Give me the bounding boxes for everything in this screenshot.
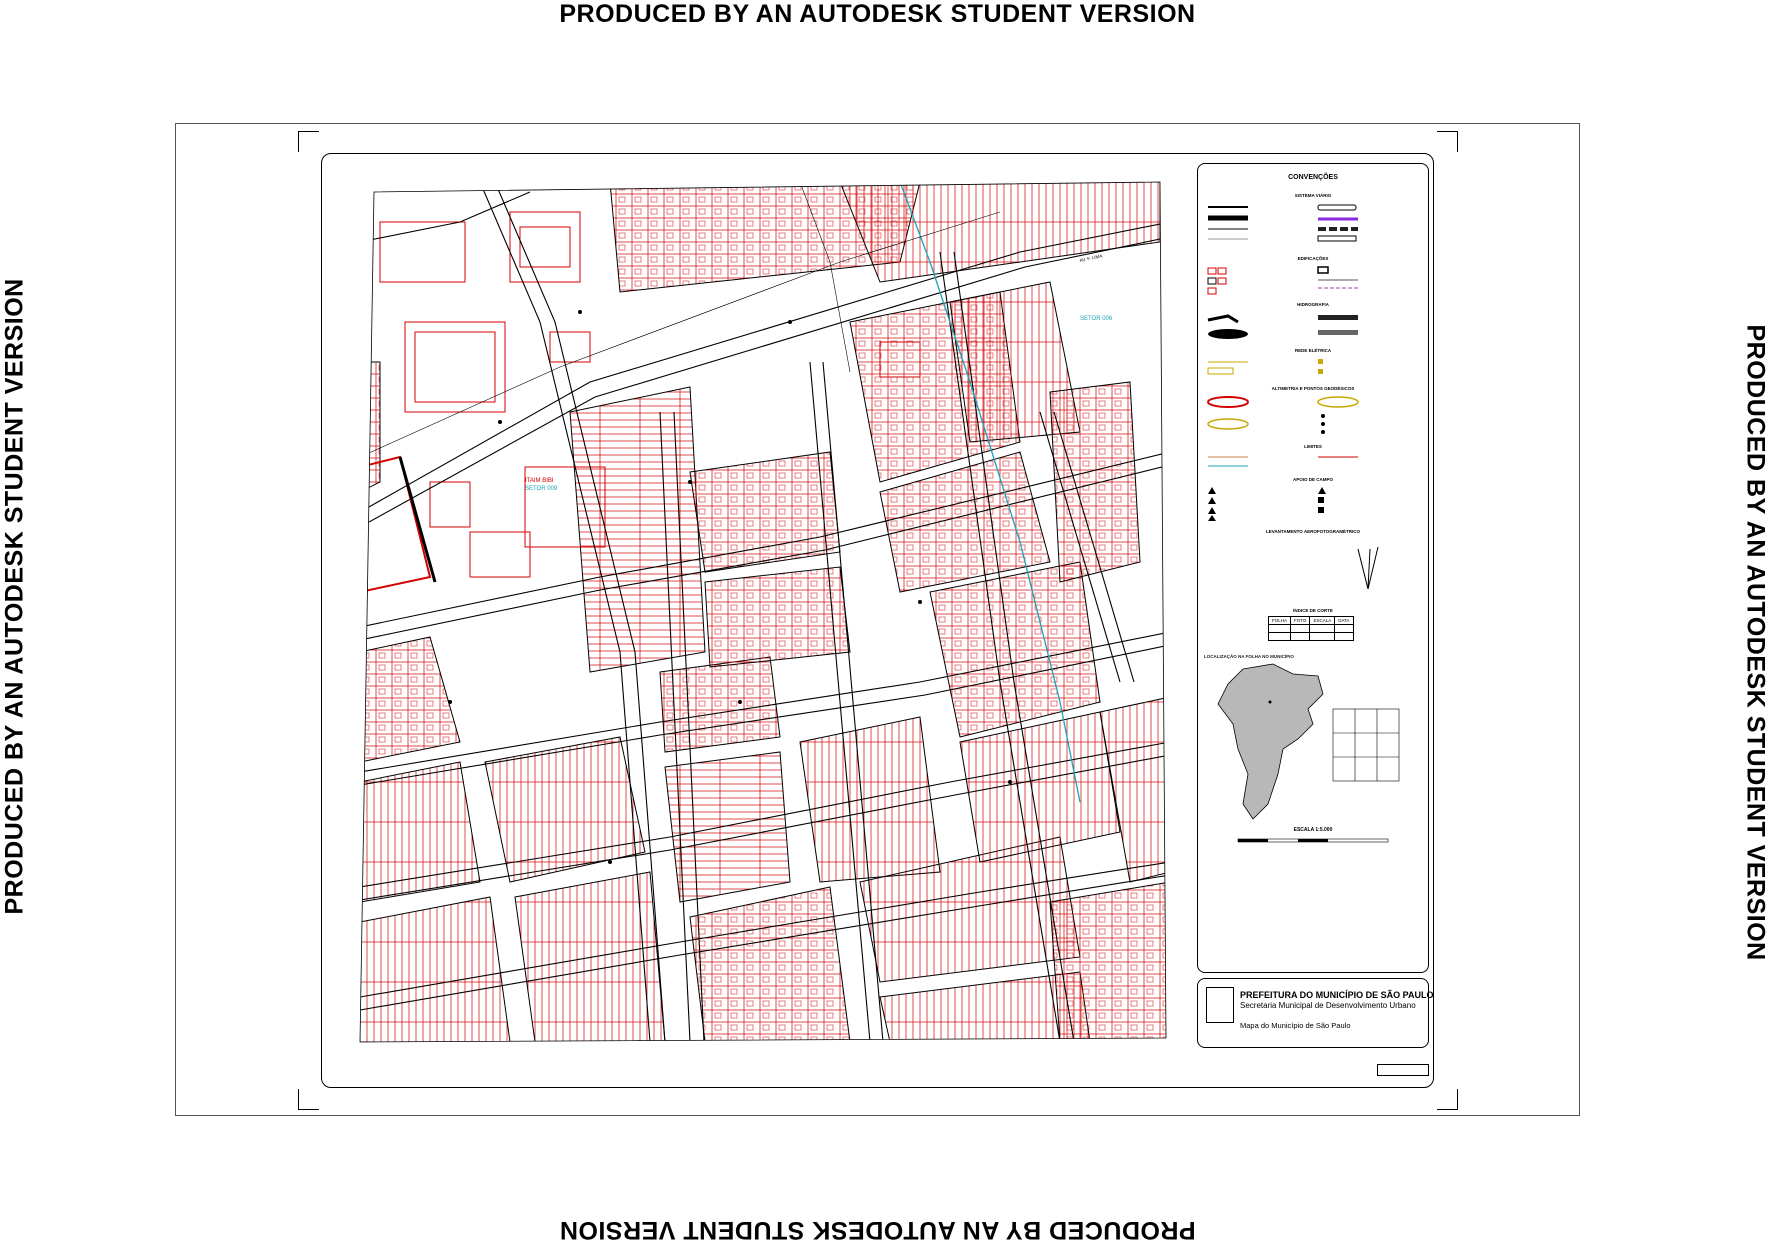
scale-title: ESCALA 1:5.000 <box>1293 827 1333 833</box>
district-label: ITAIM BIBI <box>525 478 554 484</box>
sector-label-006: SETOR 006 <box>1080 316 1113 322</box>
sector-label-009: SETOR 009 <box>525 486 558 492</box>
crop-mark <box>298 131 319 152</box>
crop-mark <box>1437 131 1458 152</box>
north-arrow <box>1348 544 1388 594</box>
legend-limit-symbols <box>1208 454 1423 470</box>
legend-hydro-symbols <box>1208 312 1423 342</box>
legend-section-roads: SISTEMA VIÁRIO <box>1294 193 1332 198</box>
crop-mark <box>1437 1089 1458 1110</box>
crop-mark <box>298 1089 319 1110</box>
location-title: LOCALIZAÇÃO NA FOLHA NO MUNICÍPIO <box>1204 654 1294 659</box>
title-block-logo <box>1206 987 1234 1023</box>
legend-section-field: APOIO DE CAMPO <box>1292 477 1333 482</box>
legend-altimetry-symbols <box>1208 396 1423 436</box>
watermark-bottom: PRODUCED BY AN AUTODESK STUDENT VERSION <box>559 1216 1196 1244</box>
legend-road-symbols <box>1208 204 1423 249</box>
cadastral-map[interactable] <box>360 182 1170 1044</box>
legend-section-survey: LEVANTAMENTO AEROFOTOGRAMÉTRICO <box>1266 529 1360 534</box>
watermark-top: PRODUCED BY AN AUTODESK STUDENT VERSION <box>559 0 1196 28</box>
legend-field-symbols <box>1208 487 1423 521</box>
title-block <box>1197 978 1434 1048</box>
watermark-left: PRODUCED BY AN AUTODESK STUDENT VERSION <box>0 278 29 915</box>
legend-title: CONVENÇÕES <box>1288 174 1338 181</box>
street-label: AV. F. LIMA <box>1079 253 1103 263</box>
cutting-index-table: FOLHA FOTO ESCALA DATA <box>1268 616 1354 641</box>
legend-section-electric: REDE ELÉTRICA <box>1294 348 1332 353</box>
cutting-index-title: ÍNDICE DE CORTE <box>1293 608 1333 613</box>
title-block-map-name: Mapa do Município de São Paulo <box>1240 1021 1351 1030</box>
legend-section-limits: LIMITES <box>1304 444 1322 449</box>
scale-bar <box>1238 836 1398 846</box>
legend-electric-symbols <box>1208 358 1423 378</box>
municipality-location-map <box>1213 664 1323 824</box>
legend-section-hydro: HIDROGRAFIA <box>1297 302 1329 307</box>
title-block-subtitle: Secretaria Municipal de Desenvolvimento Urbano <box>1240 1001 1416 1010</box>
legend-panel <box>1197 163 1429 973</box>
legend-building-symbols <box>1208 266 1423 296</box>
print-box <box>1377 1064 1429 1076</box>
sheet-index-grid <box>1333 709 1403 784</box>
title-block-title: PREFEITURA DO MUNICÍPIO DE SÃO PAULO <box>1240 990 1434 1000</box>
watermark-right: PRODUCED BY AN AUTODESK STUDENT VERSION <box>1741 324 1770 961</box>
legend-section-altimetry: ALTIMETRIA E PONTOS GEODÉSICOS <box>1271 386 1355 391</box>
legend-section-buildings: EDIFICAÇÕES <box>1297 256 1329 261</box>
